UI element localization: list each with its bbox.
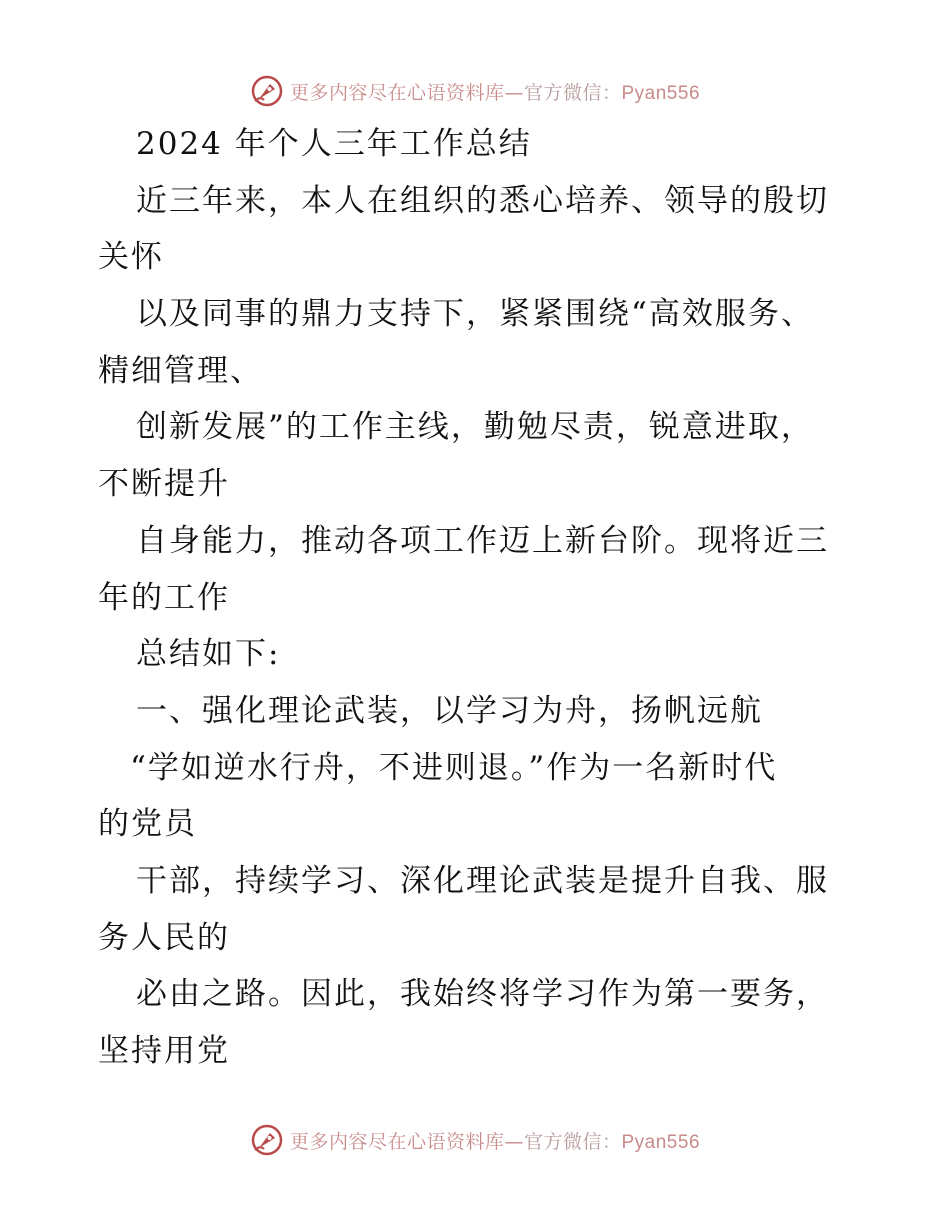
text-line: 关怀 [98,239,164,276]
text-line: 自身能力，推动各项工作迈上新台阶。现将近三 [136,522,829,559]
text-line: 务人民的 [98,919,230,956]
watermark-footer [0,1120,950,1160]
text-line: 坚持用党 [98,1033,230,1069]
text-line: 年的工作 [98,579,230,616]
pen-nib-logo-icon [250,1123,284,1157]
text-line: 精细管理、 [98,352,263,389]
text-line: 的党员 [98,806,197,843]
watermark-text: 更多内容尽在心语资料库—官方微信：Pyan556 [289,1130,701,1153]
text-line: 不断提升 [98,466,230,503]
document-title: 2024 年个人三年工作总结 [136,126,532,162]
text-line: “学如逆水行舟，不进则退。”作为一名新时代 [130,749,778,786]
section-heading: 一、强化理论武装，以学习为舟，扬帆远航 [136,692,763,729]
text-line: 必由之路。因此，我始终将学习作为第一要务， [136,976,829,1013]
document-body [98,116,858,1080]
text-line: 总结如下: [136,636,281,673]
text-line: 创新发展”的工作主线，勤勉尽责，锐意进取， [136,409,814,446]
watermark-header [0,71,950,111]
text-line: 干部，持续学习、深化理论武装是提升自我、服 [136,862,829,899]
pen-nib-logo-icon [250,74,284,108]
text-line: 近三年来，本人在组织的悉心培养、领导的殷切 [136,182,829,219]
text-line: 以及同事的鼎力支持下，紧紧围绕“高效服务、 [136,296,814,333]
watermark-text: 更多内容尽在心语资料库—官方微信：Pyan556 [289,81,701,104]
